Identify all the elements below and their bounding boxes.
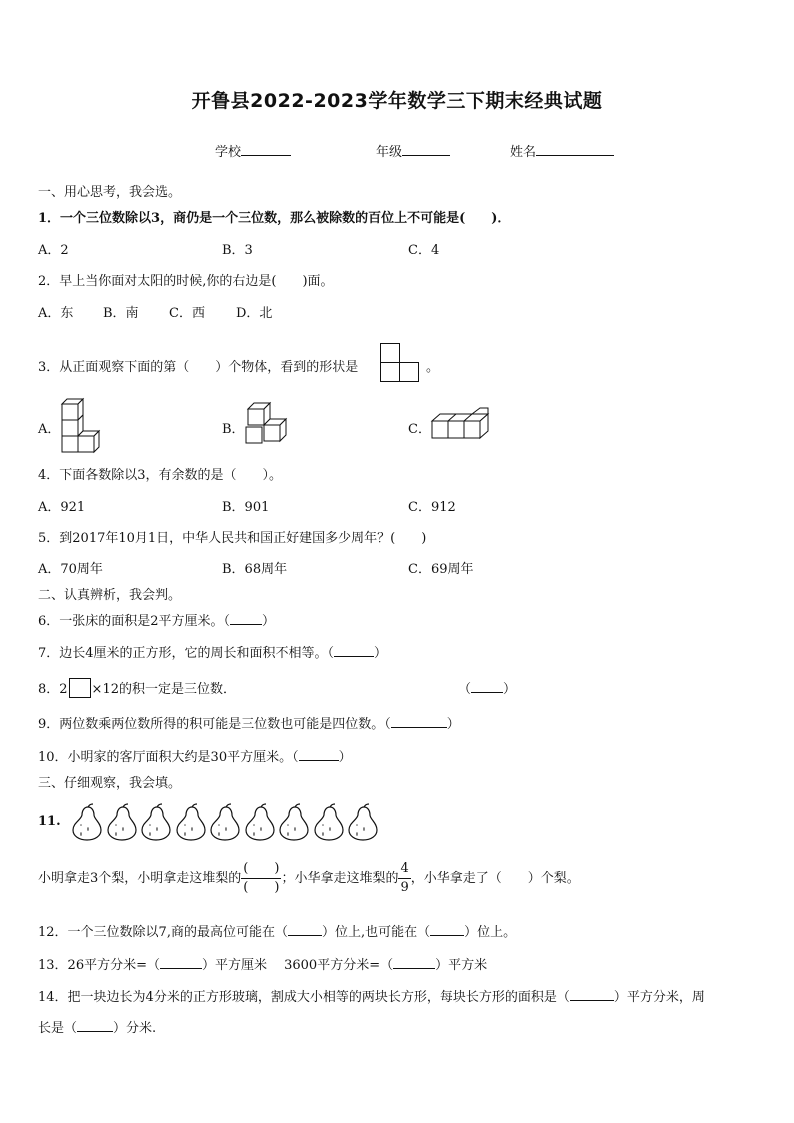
question-3: [38, 356, 358, 375]
q12-text-b: ）位上,也可能在（: [321, 925, 431, 940]
q14-text-c: 长是（: [38, 1021, 78, 1036]
q8-answer-blank[interactable]: [471, 680, 503, 693]
q3-option-b[interactable]: B．: [222, 422, 245, 437]
q3-option-a[interactable]: A．: [38, 422, 61, 437]
q14-blank-1[interactable]: [570, 988, 614, 1001]
q11-fraction-blank[interactable]: [241, 860, 281, 897]
grade-field: [376, 141, 450, 160]
question-14-cont: [38, 1017, 156, 1036]
pear-icon: [243, 803, 277, 841]
q13-text-c: ）平方米: [435, 958, 488, 973]
q11-frac-num: 4: [398, 860, 410, 879]
q11-fraction-denominator[interactable]: ( ): [243, 880, 280, 895]
q13-text-a: 13．26平方分米=（: [38, 958, 160, 973]
q13-text-b: ）平方厘米 3600平方分米=（: [201, 958, 394, 973]
q14-text-a: 14．把一块边长为4分米的正方形玻璃，割成大小相等的两块长方形，每块长方形的面积是（: [38, 990, 570, 1005]
section-1-heading: 一、用心思考，我会选。: [38, 185, 182, 200]
cube-row-c-icon: [430, 411, 490, 441]
q3-text: 3．从正面观察下面的第（ ）个物体，看到的形状是: [38, 360, 359, 375]
school-blank[interactable]: [241, 141, 291, 156]
q10-text: 10．小明家的客厅面积大约是30平方厘米。（: [38, 750, 299, 765]
q11-fraction-four-ninths: [398, 860, 410, 897]
question-2: 2．早上当你面对太阳的时候,你的右边是( )面。: [38, 274, 334, 289]
q11-part2: ；小华拿走这堆梨的: [281, 871, 399, 886]
q14-text-d: ）分米.: [113, 1021, 157, 1036]
q2-option-c[interactable]: C．西: [169, 306, 205, 321]
q12-blank-1[interactable]: [288, 923, 322, 936]
q8-close: ）: [503, 682, 517, 697]
section-2-heading: 二、认真辨析，我会判。: [38, 588, 182, 603]
q7-text: 7．边长4厘米的正方形，它的周长和面积不相等。（: [38, 646, 335, 661]
q11-label: 11.: [38, 814, 61, 829]
q5-option-b[interactable]: B．68周年: [222, 562, 288, 577]
name-label: 姓名: [510, 145, 537, 160]
question-13: [38, 954, 487, 973]
q1-option-b[interactable]: B．3: [222, 243, 253, 258]
q9-answer-blank[interactable]: [391, 715, 447, 728]
question-4: 4．下面各数除以3，有余数的是（ ）。: [38, 468, 283, 483]
q3-period: 。: [426, 360, 440, 375]
q10-answer-blank[interactable]: [299, 748, 339, 761]
q12-blank-2[interactable]: [430, 923, 464, 936]
q11-part1: 小明拿走3个梨，小明拿走这堆梨的: [38, 871, 242, 886]
q9-text: 9．两位数乘两位数所得的积可能是三位数也可能是四位数。（: [38, 717, 391, 732]
pear-icon: [105, 803, 139, 841]
q7-close: ）: [374, 646, 388, 661]
pear-icon: [277, 803, 311, 841]
school-field: [215, 141, 291, 160]
school-label: 学校: [215, 145, 242, 160]
q3-option-c[interactable]: C．: [408, 422, 431, 437]
pear-icon: [208, 803, 242, 841]
q4-option-c[interactable]: C．912: [408, 500, 456, 515]
q9-close: ）: [446, 717, 460, 732]
q8-suffix: ×12的积一定是三位数．: [91, 682, 236, 697]
q2-option-b[interactable]: B．南: [103, 306, 139, 321]
q1-option-a[interactable]: A．2: [38, 243, 69, 258]
question-8: [38, 678, 236, 698]
q14-blank-2[interactable]: [77, 1019, 113, 1032]
q8-judge: [458, 678, 516, 697]
pear-icon: [139, 803, 173, 841]
name-field: [510, 141, 614, 160]
q12-text-c: ）位上。: [464, 925, 517, 940]
q5-option-c[interactable]: C．69周年: [408, 562, 474, 577]
cube-stack-b-icon: [246, 403, 290, 445]
question-9: [38, 713, 460, 732]
q13-blank-1[interactable]: [160, 956, 202, 969]
pear-icon: [174, 803, 208, 841]
q14-text-b: ）平方分米，周: [613, 990, 705, 1005]
question-1: 1．一个三位数除以3，商仍是一个三位数，那么被除数的百位上不可能是( )．: [38, 211, 511, 226]
q5-option-a[interactable]: A．70周年: [38, 562, 103, 577]
cube-stack-a-icon: [62, 399, 104, 453]
q10-close: ）: [338, 750, 352, 765]
question-5: 5．到2017年10月1日，中华人民共和国正好建国多少周年？( ): [38, 531, 427, 546]
q6-text: 6．一张床的面积是2平方厘米。（: [38, 614, 231, 629]
q1-option-c[interactable]: C．4: [408, 243, 440, 258]
q4-option-a[interactable]: A．921: [38, 500, 86, 515]
question-6: [38, 610, 275, 629]
question-14: [38, 986, 705, 1005]
section-3-heading: 三、仔细观察，我会填。: [38, 776, 182, 791]
q8-prefix: 8．2: [38, 682, 68, 697]
pear-icon: [70, 803, 104, 841]
q2-option-a[interactable]: A．东: [38, 306, 74, 321]
question-11: [38, 860, 580, 897]
front-view-shape: [380, 343, 420, 383]
q13-blank-2[interactable]: [393, 956, 435, 969]
q11-fraction-numerator[interactable]: ( ): [241, 860, 281, 879]
q6-answer-blank[interactable]: [230, 612, 262, 625]
page-title: 开鲁县2022-2023学年数学三下期末经典试题: [191, 90, 603, 112]
question-7: [38, 642, 387, 661]
pear-icon: [346, 803, 380, 841]
question-12: [38, 921, 516, 940]
q12-text-a: 12．一个三位数除以7,商的最高位可能在（: [38, 925, 288, 940]
q11-frac-den: 9: [400, 880, 409, 895]
grade-blank[interactable]: [402, 141, 450, 156]
q8-digit-box[interactable]: [69, 678, 91, 698]
q11-part3: ，小华拿走了（ ）个梨。: [410, 871, 580, 886]
question-10: [38, 746, 352, 765]
q4-option-b[interactable]: B．901: [222, 500, 270, 515]
grade-label: 年级: [376, 145, 403, 160]
q2-option-d[interactable]: D．北: [236, 306, 273, 321]
pear-icon: [312, 803, 346, 841]
q6-close: ）: [262, 614, 276, 629]
q8-open: （: [458, 682, 472, 697]
name-blank[interactable]: [536, 141, 614, 156]
q7-answer-blank[interactable]: [334, 644, 374, 657]
